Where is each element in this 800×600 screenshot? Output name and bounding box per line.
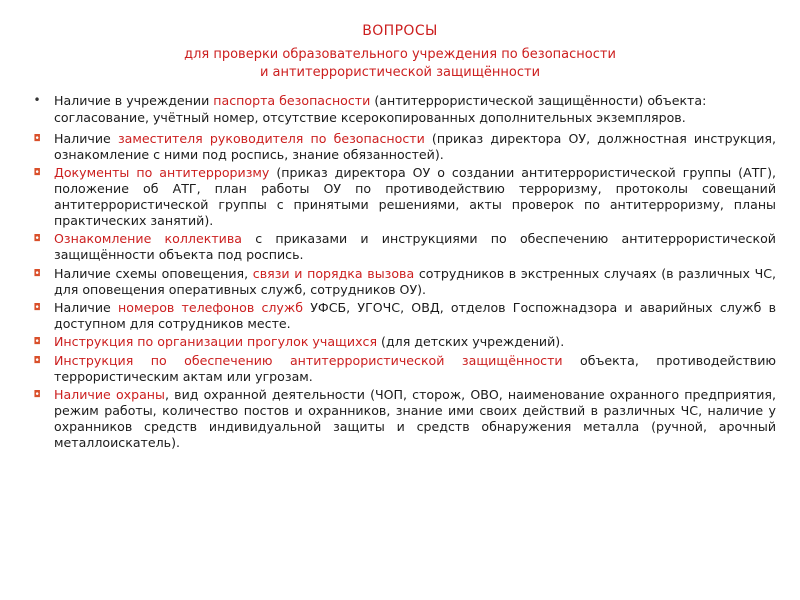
- bullet-square-icon: ◘: [33, 303, 41, 314]
- slide-subtitle-line-2: и антитеррористической защищённости: [259, 65, 541, 80]
- checklist-item: [33, 231, 776, 263]
- item-text: Наличие схемы оповещения,: [54, 265, 253, 281]
- bullet-square-icon: ◘: [33, 134, 41, 144]
- item-text: объекта, противодействию террористическим актам или угрозам.: [54, 352, 776, 384]
- item-text: (для детских учреждений).: [377, 334, 565, 350]
- highlighted-text: Ознакомление коллектива: [54, 231, 242, 247]
- slide-title: ВОПРОСЫ: [362, 23, 438, 39]
- bullet-dot-icon: •: [33, 93, 41, 107]
- item-text: сотрудников в экстренных случаях (в различных ЧС, для оповещения оперативных служб, сотрудников ОУ).: [54, 265, 776, 297]
- item-text: Наличие: [54, 131, 118, 146]
- highlighted-text: связи и порядка вызова: [252, 265, 415, 281]
- item-text: Наличие в учреждении: [54, 93, 214, 108]
- slide-subtitle-line-1: для проверки образовательного учреждения по безопасности: [184, 47, 616, 62]
- highlighted-text: Инструкция по обеспечению антитеррористической защищённости: [54, 352, 563, 368]
- checklist-item: [33, 352, 776, 385]
- checklist-item: [33, 131, 776, 163]
- bullet-square-icon: ◘: [33, 337, 41, 348]
- highlighted-text: Инструкция по организации прогулок учащихся: [54, 334, 378, 350]
- highlighted-text: паспорта безопасности: [213, 93, 371, 108]
- highlighted-text: заместителя руководителя по безопасности: [117, 131, 425, 146]
- item-text: (приказ директора ОУ о создании антитеррористической группы (АТГ), положение об АТГ, план работы ОУ по противодействию терроризму, протоколы совещаний антитеррористической группы с принятыми решениями, акты проверок по антитерроризму, планы практических занятий).: [54, 165, 776, 229]
- highlighted-text: Документы по антитерроризму: [54, 165, 270, 181]
- checklist-item: [33, 265, 776, 298]
- checklist: [33, 92, 776, 453]
- checklist-item: [33, 387, 776, 451]
- highlighted-text: номеров телефонов служб: [118, 300, 304, 316]
- checklist-item: [33, 334, 776, 350]
- bullet-square-icon: ◘: [33, 390, 41, 401]
- bullet-square-icon: ◘: [33, 168, 41, 179]
- highlighted-text: Наличие охраны: [54, 387, 165, 403]
- item-text: (антитеррористической защищённости) объекта: согласование, учётный номер, отсутствие ксерокопированных дополнительных экземпляров.: [54, 93, 707, 125]
- item-text: Наличие: [54, 300, 119, 316]
- item-text: УФСБ, УГОЧС, ОВД, отделов Госпожнадзора и аварийных служб в доступном для сотрудников месте.: [54, 300, 776, 331]
- item-text: с приказами и инструкциями по обеспечению антитеррористической защищённости объекта под роспись.: [54, 231, 776, 263]
- checklist-item: [33, 300, 776, 332]
- bullet-square-icon: ◘: [33, 234, 41, 245]
- bullet-square-icon: ◘: [33, 268, 41, 279]
- checklist-item: [33, 92, 776, 126]
- item-text: (приказ директора ОУ, должностная инструкция, ознакомление с ними под роспись, знание обязанностей).: [54, 131, 776, 162]
- bullet-square-icon: ◘: [33, 355, 41, 366]
- checklist-item: [33, 165, 776, 229]
- slide-header: [0, 22, 800, 82]
- item-text: , вид охранной деятельности (ЧОП, сторож, ОВО, наименование охранного предприятия, режим работы, количество постов и охранников, знание ими своих действий в различных ЧС, наличие у охранников средств индивидуальной защиты и средств обнаружения металла (ручной, арочный металлоискатель).: [54, 387, 776, 450]
